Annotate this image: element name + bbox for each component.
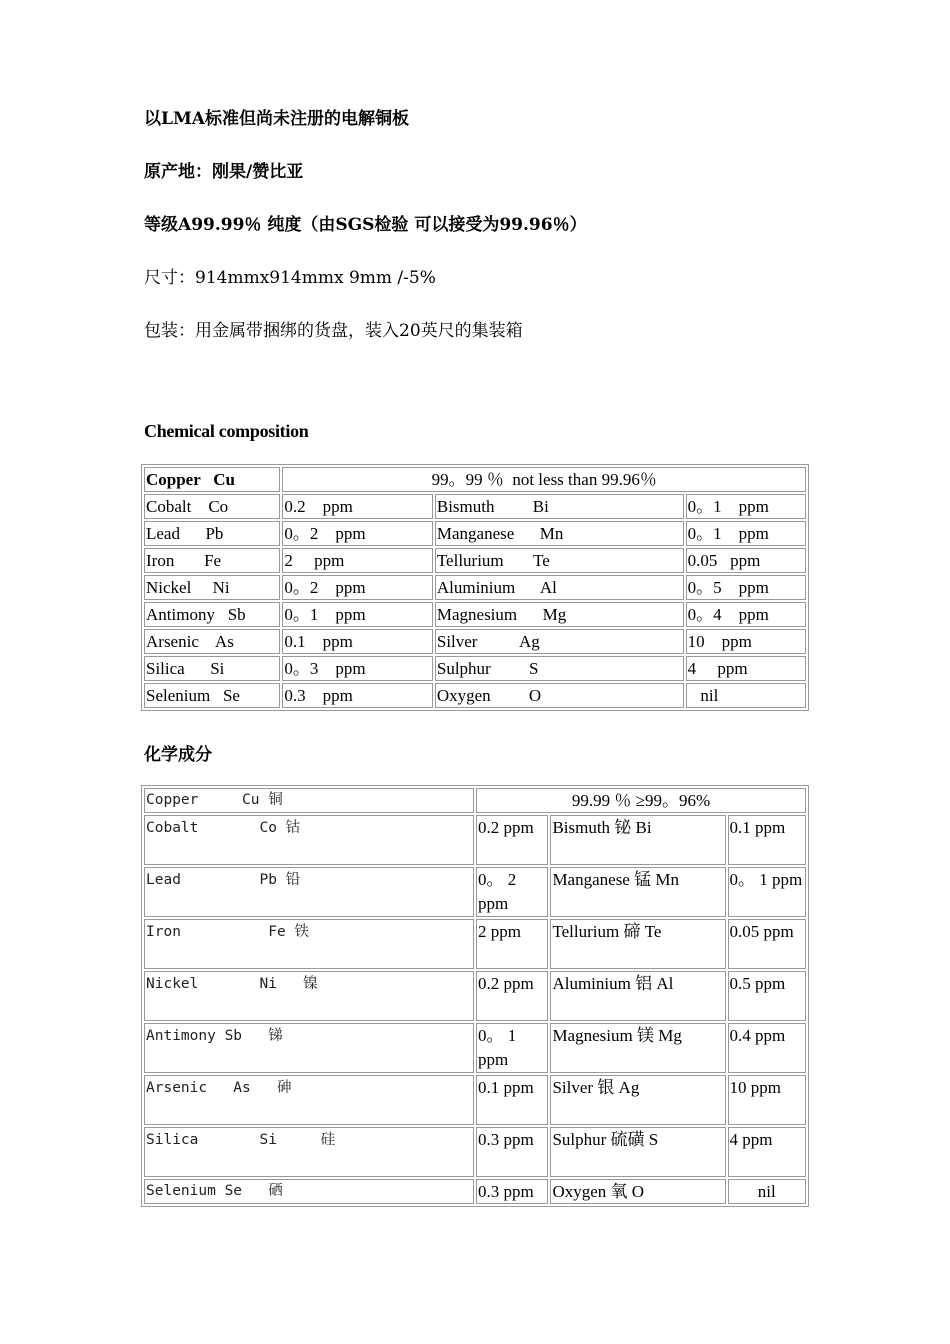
table-row (144, 521, 806, 546)
element-cell: Antimony Sb 锑 (144, 1023, 474, 1073)
element-cell: Silver Ag (435, 629, 684, 654)
element-cell: Nickel Ni (144, 575, 280, 600)
value-cell: 0.4 ppm (728, 1023, 807, 1073)
table-row (144, 1179, 806, 1204)
table-row (144, 919, 806, 969)
value-cell: 0.2 ppm (476, 815, 548, 865)
value-cell: 0。 1 ppm (728, 867, 807, 917)
value-cell: 0。1 ppm (686, 521, 806, 546)
table-row (144, 467, 806, 492)
element-cell: Nickel Ni 镍 (144, 971, 474, 1021)
table-row (144, 656, 806, 681)
packing-line: 包装：用金属带捆绑的货盘，装入20英尺的集装箱 (144, 321, 523, 341)
element-cell: Cobalt Co 钴 (144, 815, 474, 865)
element-cell: Aluminium Al (435, 575, 684, 600)
table-row (144, 602, 806, 627)
element-cell: Lead Pb 铅 (144, 867, 474, 917)
value-cell: 0.2 ppm (282, 494, 432, 519)
element-cell: Magnesium 镁 Mg (550, 1023, 725, 1073)
element-cell: Tellurium 碲 Te (550, 919, 725, 969)
copper-value: 99。99 ％ not less than 99.96％ (282, 467, 806, 492)
value-cell: 0。5 ppm (686, 575, 806, 600)
value-cell: 0.1 ppm (476, 1075, 548, 1125)
chemical-composition-heading: Chemical composition (144, 421, 309, 441)
element-cell: Antimony Sb (144, 602, 280, 627)
table-row (144, 494, 806, 519)
table-row (144, 788, 806, 813)
value-cell: 0。2 ppm (282, 575, 432, 600)
copper-label: Copper Cu (144, 467, 280, 492)
value-cell: 0。3 ppm (282, 656, 432, 681)
element-cell: Silver 银 Ag (550, 1075, 725, 1125)
element-cell: Silica Si (144, 656, 280, 681)
value-cell: 0。 2 ppm (476, 867, 548, 917)
value-cell: 0。4 ppm (686, 602, 806, 627)
table-row (144, 867, 806, 917)
element-cell: Oxygen 氧 O (550, 1179, 725, 1204)
table-row (144, 971, 806, 1021)
origin-line: 原产地：刚果/赞比亚 (144, 162, 304, 182)
table-row (144, 1023, 806, 1073)
element-cell: Bismuth 铋 Bi (550, 815, 725, 865)
element-cell: Bismuth Bi (435, 494, 684, 519)
value-cell: 10 ppm (728, 1075, 807, 1125)
value-cell: 0.1 ppm (282, 629, 432, 654)
title-line: 以LMA标准但尚未注册的电解铜板 (144, 109, 409, 129)
element-cell: Selenium Se 硒 (144, 1179, 474, 1204)
element-cell: Silica Si 硅 (144, 1127, 474, 1177)
value-cell: 0。1 ppm (282, 602, 432, 627)
element-cell: Arsenic As (144, 629, 280, 654)
value-cell: 4 ppm (728, 1127, 807, 1177)
value-cell: 2 ppm (476, 919, 548, 969)
value-cell: 0.5 ppm (728, 971, 807, 1021)
value-cell: 0.1 ppm (728, 815, 807, 865)
value-cell: 0.05 ppm (728, 919, 807, 969)
value-cell: 0.3 ppm (476, 1179, 548, 1204)
value-cell: 0.2 ppm (476, 971, 548, 1021)
size-line: 尺寸：914mmx914mmx 9mm /-5% (144, 268, 436, 288)
grade-line: 等级A99.99％ 纯度（由SGS检验 可以接受为99.96％） (144, 215, 587, 235)
element-cell: Manganese Mn (435, 521, 684, 546)
element-cell: Magnesium Mg (435, 602, 684, 627)
value-cell: 0。2 ppm (282, 521, 432, 546)
chemical-composition-heading-zh: 化学成分 (144, 745, 212, 765)
value-cell: 0。1 ppm (686, 494, 806, 519)
element-cell: Arsenic As 砷 (144, 1075, 474, 1125)
composition-table-zh (141, 785, 809, 1207)
value-cell: nil (728, 1179, 807, 1204)
value-cell: 0.3 ppm (476, 1127, 548, 1177)
value-cell: 4 ppm (686, 656, 806, 681)
table-row (144, 629, 806, 654)
element-cell: Iron Fe (144, 548, 280, 573)
element-cell: Oxygen O (435, 683, 684, 708)
element-cell: Sulphur 硫磺 S (550, 1127, 725, 1177)
element-cell: Tellurium Te (435, 548, 684, 573)
copper-label: Copper Cu 铜 (144, 788, 474, 813)
table-row (144, 548, 806, 573)
value-cell: 0.3 ppm (282, 683, 432, 708)
value-cell: nil (686, 683, 806, 708)
value-cell: 0。 1 ppm (476, 1023, 548, 1073)
element-cell: Iron Fe 铁 (144, 919, 474, 969)
copper-value: 99.99 ％ ≥99。96% (476, 788, 806, 813)
element-cell: Cobalt Co (144, 494, 280, 519)
element-cell: Selenium Se (144, 683, 280, 708)
value-cell: 0.05 ppm (686, 548, 806, 573)
element-cell: Sulphur S (435, 656, 684, 681)
value-cell: 2 ppm (282, 548, 432, 573)
element-cell: Aluminium 铝 Al (550, 971, 725, 1021)
composition-table-en (141, 464, 809, 711)
element-cell: Manganese 锰 Mn (550, 867, 725, 917)
table-row (144, 815, 806, 865)
element-cell: Lead Pb (144, 521, 280, 546)
table-row (144, 1075, 806, 1125)
table-row (144, 683, 806, 708)
table-row (144, 1127, 806, 1177)
value-cell: 10 ppm (686, 629, 806, 654)
table-row (144, 575, 806, 600)
